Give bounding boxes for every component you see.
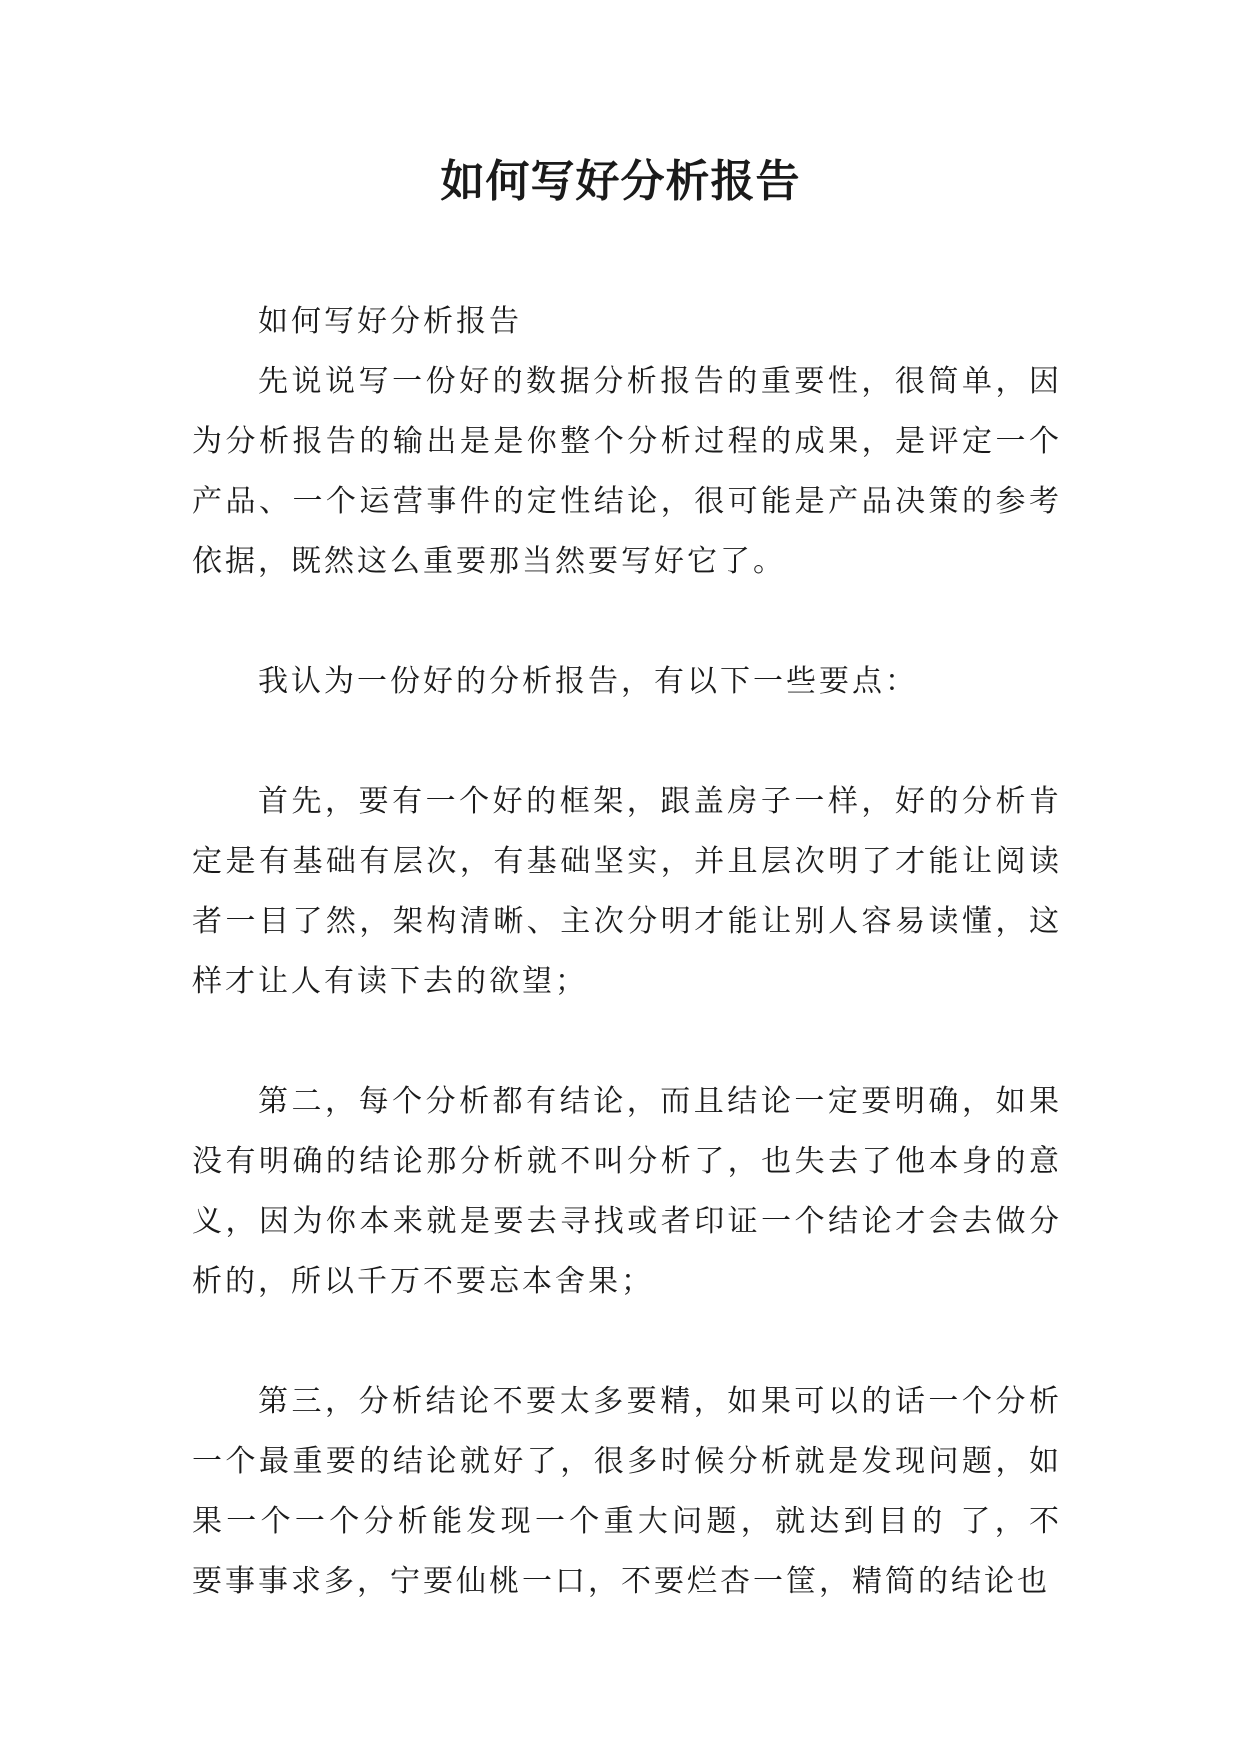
document-title: 如何写好分析报告 <box>440 156 801 207</box>
paragraph-key-points: 我认为一份好的分析报告，有以下一些要点： <box>258 664 918 699</box>
paragraph-gap <box>192 1012 1062 1072</box>
paragraph-subtitle: 如何写好分析报告 <box>258 304 522 339</box>
paragraph-second: 第二，每个分析都有结论，而且结论一定要明确，如果没有明确的结论那分析就不叫分析了，也失去了他本身的意义，因为你本来就是要去寻找或者印证一个结论才会去做分析的，所以千万不要忘本舍果； <box>192 1084 1062 1299</box>
paragraph-importance: 先说说写一份好的数据分析报告的重要性，很简单，因为分析报告的输出是是你整个分析过程的成果，是评定一个产品、一个运营事件的定性结论，很可能是产品决策的参考依据，既然这么重要那当然要写好它了。 <box>192 364 1062 579</box>
paragraph-gap <box>192 1312 1062 1372</box>
document-body <box>192 292 1062 1612</box>
paragraph-first: 首先，要有一个好的框架，跟盖房子一样，好的分析肯定是有基础有层次，有基础坚实，并且层次明了才能让阅读者一目了然，架构清晰、主次分明才能让别人容易读懂，这样才让人有读下去的欲望； <box>192 784 1062 999</box>
paragraph-third: 第三，分析结论不要太多要精，如果可以的话一个分析一个最重要的结论就好了，很多时候分析就是发现问题，如果一个一个分析能发现一个重大问题，就达到目的 了，不要事事求多，宁要仙桃一口，不要烂杏一筐，精简的结论也 <box>192 1384 1062 1599</box>
paragraph-gap <box>192 712 1062 772</box>
paragraph-gap <box>192 592 1062 652</box>
